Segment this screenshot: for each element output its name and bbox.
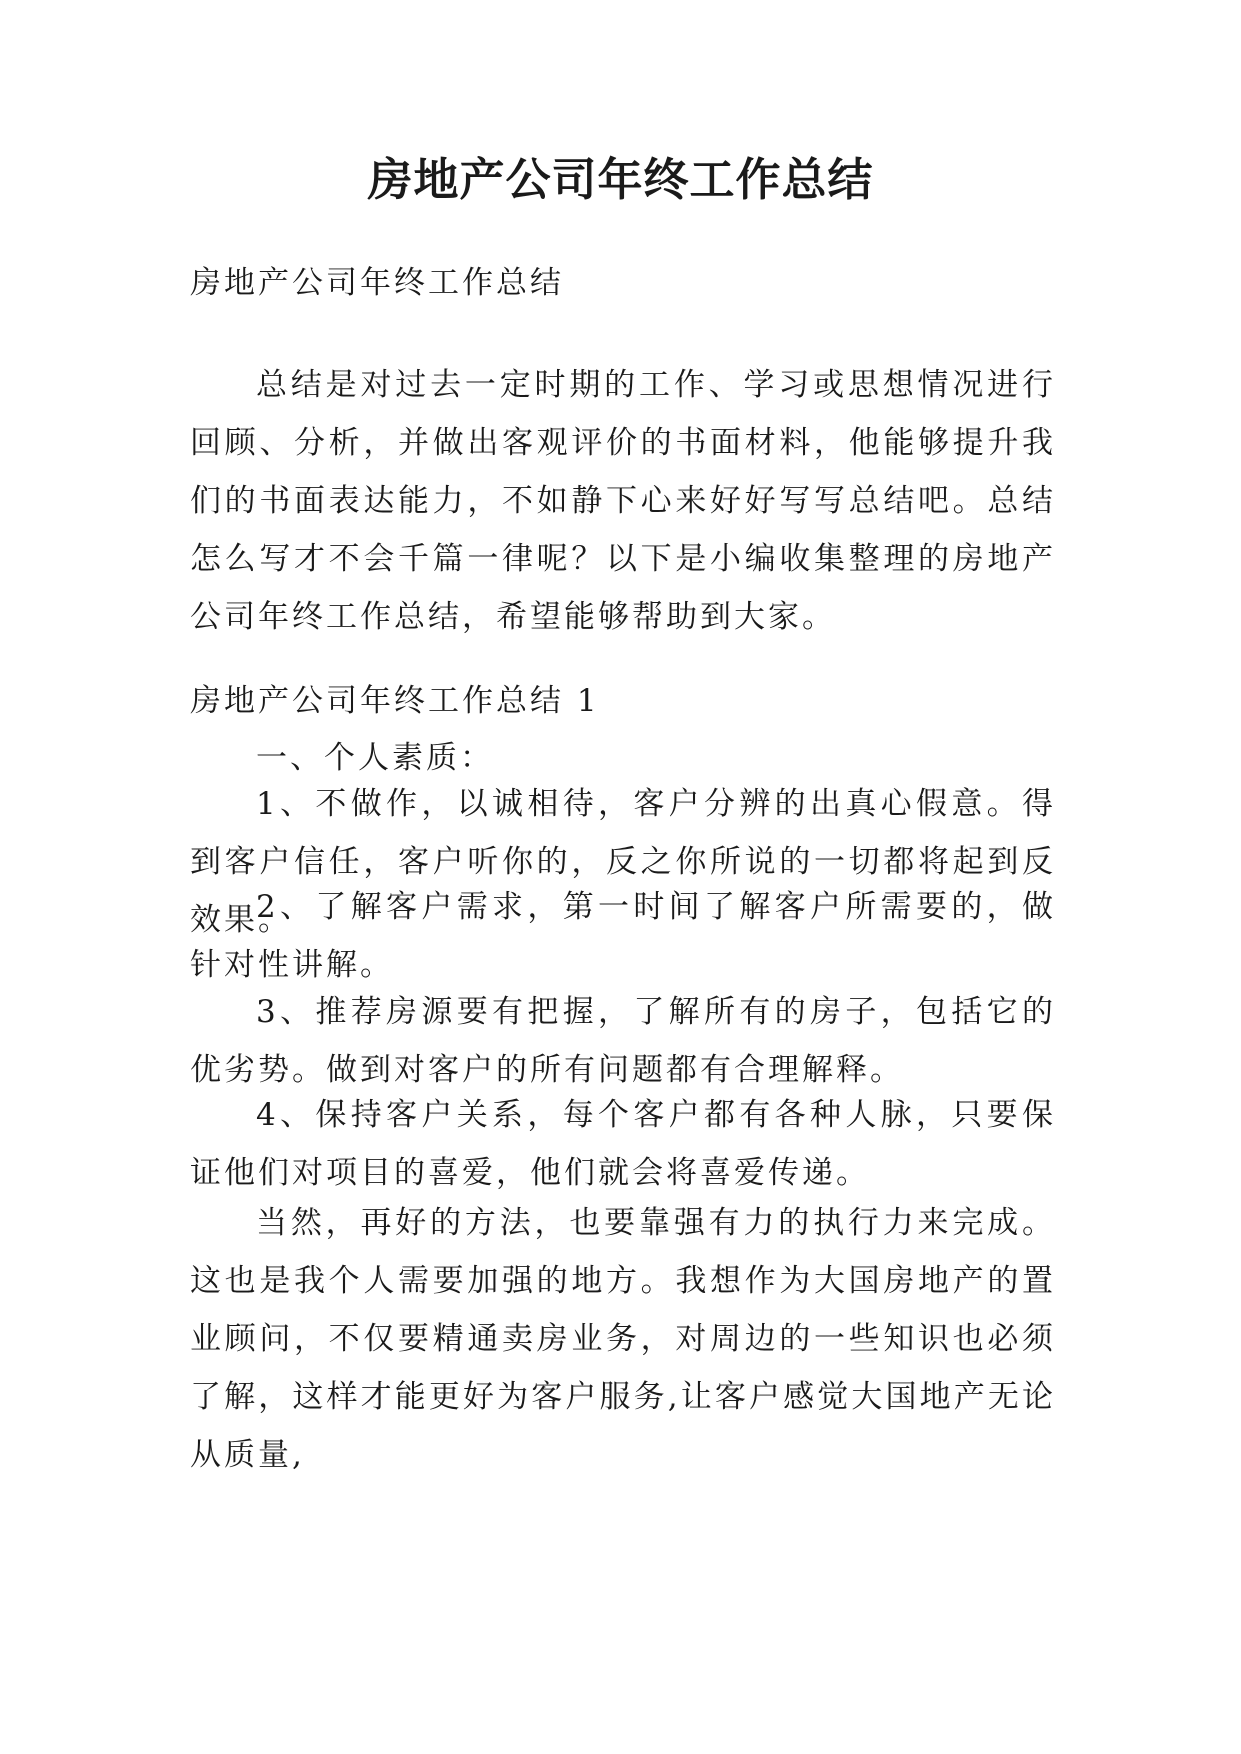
document-subtitle: 房地产公司年终工作总结 [190, 265, 564, 301]
closing-paragraph: 当然，再好的方法，也要靠强有力的执行力来完成。这也是我个人需要加强的地方。我想作为大国房地产的置业顾问，不仅要精通卖房业务，对周边的一些知识也必须了解，这样才能更好为客户服务,让客户感觉大国地产无论从质量, [190, 1205, 1056, 1473]
document-title: 房地产公司年终工作总结 [367, 153, 874, 206]
list-item: 2、了解客户需求，第一时间了解客户所需要的，做针对性讲解。 [190, 889, 1056, 983]
section-subheading: 一、个人素质： [256, 740, 494, 776]
section-heading: 房地产公司年终工作总结 1 [190, 683, 600, 719]
list-item: 3、推荐房源要有把握，了解所有的房子，包括它的优劣势。做到对客户的所有问题都有合理解释。 [190, 994, 1056, 1088]
list-item: 4、保持客户关系，每个客户都有各种人脉，只要保证他们对项目的喜爱，他们就会将喜爱传递。 [190, 1097, 1056, 1191]
intro-paragraph: 总结是对过去一定时期的工作、学习或思想情况进行回顾、分析，并做出客观评价的书面材料，他能够提升我们的书面表达能力，不如静下心来好好写写总结吧。总结怎么写才不会千篇一律呢？以下是小编收集整理的房地产公司年终工作总结，希望能够帮助到大家。 [190, 367, 1056, 635]
list-item: 1、不做作，以诚相待，客户分辨的出真心假意。得到客户信任，客户听你的，反之你所说的一切都将起到反效果。 [190, 786, 1056, 938]
